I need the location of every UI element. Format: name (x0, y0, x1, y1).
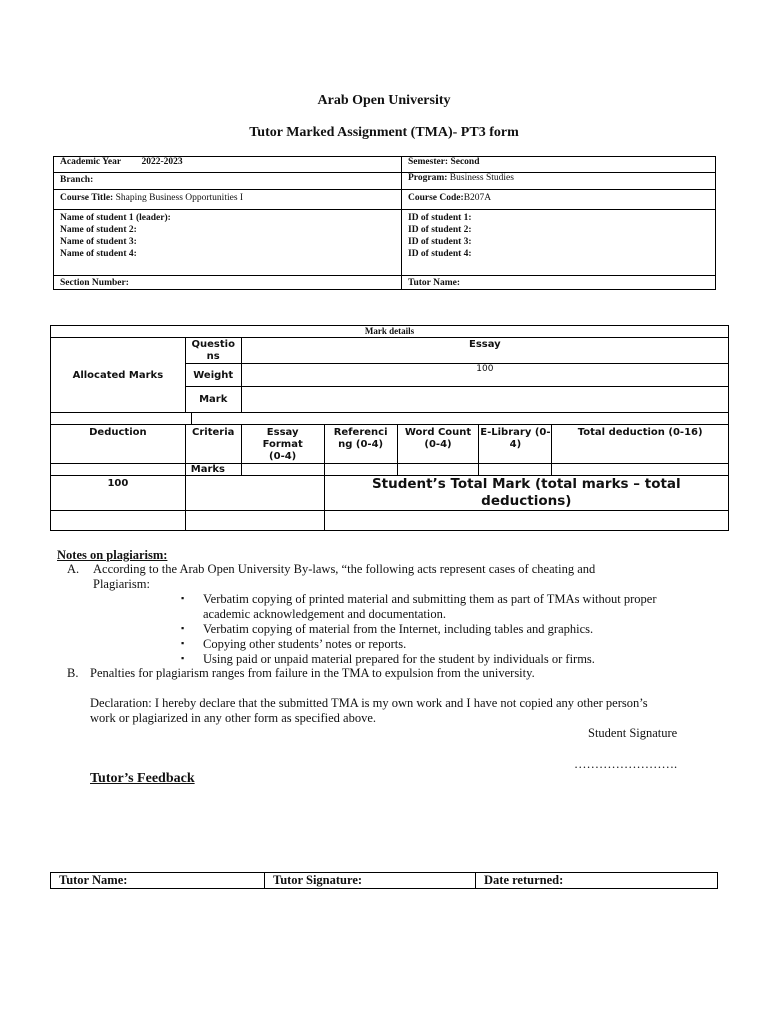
referencing-header: Referenci ng (0-4) (324, 425, 397, 464)
bullet-text: Copying other students’ notes or reports. (203, 637, 407, 651)
tutor-name-cell (402, 276, 716, 290)
program-cell (402, 173, 716, 190)
spacer-cell (191, 413, 728, 425)
empty-cell (51, 464, 186, 476)
mark-value-cell (241, 387, 728, 413)
elibrary-mark (479, 464, 552, 476)
course-title-value: Shaping Business Opportunities I (115, 193, 244, 203)
student-id-label: ID of student 2: (408, 225, 472, 235)
form-title: Tutor Marked Assignment (TMA)- PT3 form (249, 125, 519, 140)
word-count-header: Word Count (0-4) (397, 425, 479, 464)
student-ids-cell (402, 210, 716, 276)
total-deduction-header: Total deduction (0-16) (552, 425, 729, 464)
bullet-icon: ▪ (181, 623, 185, 633)
elibrary-header: E-Library (0-4) (479, 425, 552, 464)
semester-cell (402, 157, 716, 173)
referencing-mark (324, 464, 397, 476)
word-count-mark (397, 464, 479, 476)
empty-cell (185, 476, 324, 511)
date-returned-footer: Date returned: (476, 873, 718, 889)
tutor-name-label: Tutor Name: (408, 277, 460, 288)
student-name-label: Name of student 4: (60, 249, 137, 259)
student-signature-line: ……………………. (574, 757, 678, 771)
item-b-letter: B. (67, 666, 79, 680)
total-deduction-mark (552, 464, 729, 476)
student-name-label: Name of student 3: (60, 237, 137, 247)
academic-year-cell (54, 157, 402, 173)
bullet-text-cont: academic acknowledgement and documentation. (203, 607, 446, 621)
empty-cell (185, 511, 324, 531)
student-info-table (53, 156, 716, 290)
student-total-value-cell (324, 511, 728, 531)
course-title-label: Course Title: (60, 193, 114, 203)
student-name-label: Name of student 2: (60, 225, 137, 235)
criteria-label: Criteria (185, 425, 241, 464)
student-names-cell (54, 210, 402, 276)
mark-label: Mark (185, 387, 241, 413)
course-code-cell (402, 190, 716, 210)
item-a-letter: A. (67, 562, 80, 576)
student-id-label: ID of student 3: (408, 237, 472, 247)
student-id-label: ID of student 1: (408, 213, 472, 223)
bullet-text: Using paid or unpaid material prepared for the student by individuals or firms. (203, 652, 595, 666)
notes-heading: Notes on plagiarism: (57, 548, 168, 562)
marks-row-label: Marks (185, 464, 241, 476)
branch-label: Branch: (60, 175, 94, 185)
student-name-label: Name of student 1 (leader): (60, 213, 171, 223)
student-signature-label: Student Signature (588, 726, 678, 740)
academic-year-label: Academic Year (60, 157, 122, 167)
course-code-label: Course Code: (408, 193, 464, 203)
questions-header: Questio ns (185, 338, 241, 364)
university-title: Arab Open University (317, 93, 451, 108)
course-title-cell (54, 190, 402, 210)
bullet-icon: ▪ (181, 653, 185, 663)
item-a-text: According to the Arab Open University By-laws, “the following acts represent cases of cheating and (93, 562, 596, 576)
spacer-cell (51, 413, 192, 425)
bullet-text: Verbatim copying of material from the Internet, including tables and graphics. (203, 622, 594, 636)
bullet-icon: ▪ (181, 593, 185, 603)
essay-header: Essay (241, 338, 728, 364)
tutor-feedback-heading: Tutor’s Feedback (90, 771, 195, 786)
mark-details-heading: Mark details (51, 326, 729, 338)
essay-format-header: Essay Format (0-4) (241, 425, 324, 464)
empty-cell (51, 511, 186, 531)
program-value: Business Studies (449, 173, 514, 183)
section-cell (54, 276, 402, 290)
section-label: Section Number: (60, 277, 129, 288)
essay-format-mark (241, 464, 324, 476)
student-total-label: Student’s Total Mark (total marks – total deductions) (324, 476, 728, 511)
item-a-text-cont: Plagiarism: (93, 577, 150, 591)
weight-value: 100 (241, 364, 728, 387)
program-label: Program: (408, 173, 448, 183)
bullet-icon: ▪ (181, 638, 185, 648)
course-code-value: B207A (463, 193, 492, 203)
semester-label: Semester: Second (408, 157, 480, 167)
mark-details-table (50, 325, 729, 531)
student-id-label: ID of student 4: (408, 249, 472, 259)
bullet-text: Verbatim copying of printed material and submitting them as part of TMAs without proper (203, 592, 657, 606)
branch-cell (54, 173, 402, 190)
tutor-name-footer: Tutor Name: (51, 873, 265, 889)
item-b-text: Penalties for plagiarism ranges from failure in the TMA to expulsion from the university. (90, 666, 535, 680)
academic-year-value: 2022-2023 (141, 157, 183, 167)
allocated-marks-label: Allocated Marks (51, 338, 186, 413)
declaration-text: Declaration: I hereby declare that the submitted TMA is my own work and I have not copied any other person’s (90, 696, 648, 710)
weight-label: Weight (185, 364, 241, 387)
declaration-text-cont: work or plagiarized in any other form as specified above. (90, 711, 377, 725)
total-marks-value: 100 (51, 476, 186, 511)
tutor-signature-footer: Tutor Signature: (265, 873, 476, 889)
tutor-footer-table (50, 872, 718, 889)
deduction-label: Deduction (51, 425, 186, 464)
